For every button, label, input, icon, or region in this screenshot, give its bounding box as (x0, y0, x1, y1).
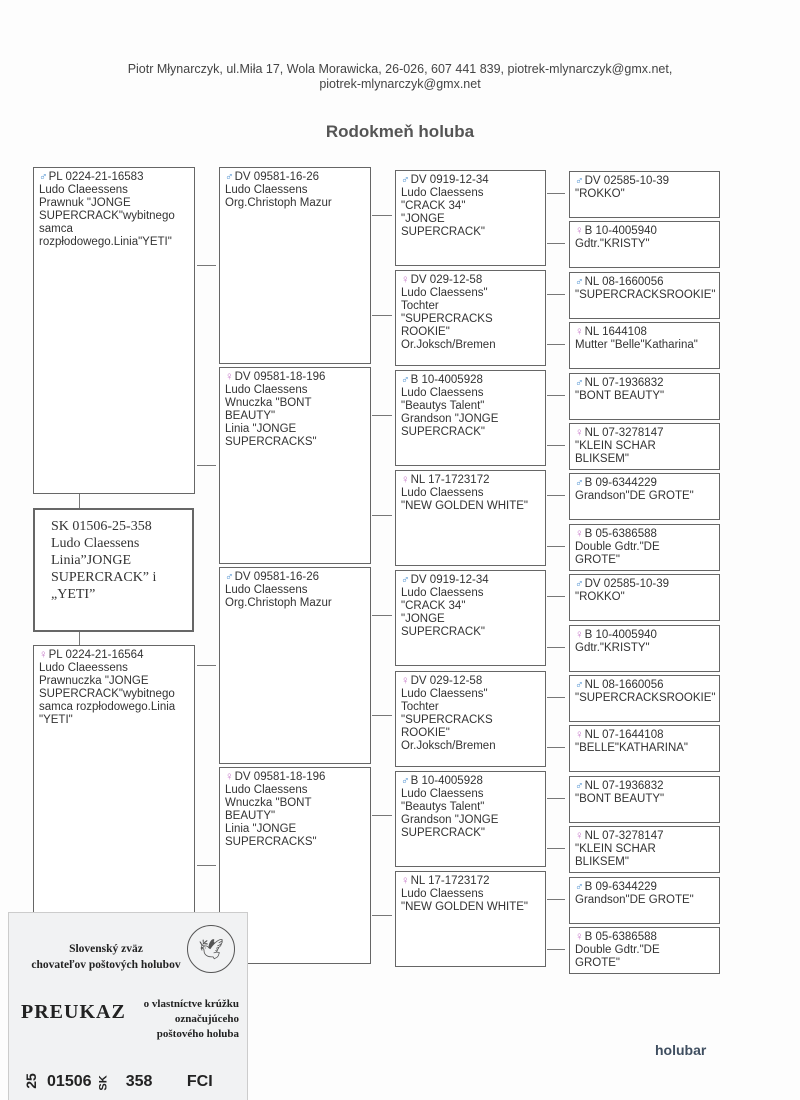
ring-number: DV 029-12-58 (410, 274, 483, 287)
pigeon-details: Ludo Claessens" Tochter "SUPERCRACKS ROOKIE" Or.Joksch/Bremen (401, 287, 496, 352)
female-icon: ♀ (575, 931, 584, 943)
card-serial: 358 (125, 1073, 153, 1090)
pigeon-details: Ludo Claessens "NEW GOLDEN WHITE" (401, 487, 528, 513)
male-icon: ♂ (401, 774, 410, 787)
pigeon-details: Ludo Claessens "Beautys Talent" Grandson "JONGE SUPERCRACK" (401, 787, 499, 839)
card-ring-number: 01506 (47, 1073, 92, 1090)
great-grandparent-box (395, 671, 546, 767)
gg-grandparent-box (569, 877, 720, 924)
male-icon: ♂ (575, 175, 584, 187)
card-year: 25 (22, 1073, 39, 1089)
connector (547, 647, 565, 648)
ring-number: DV 0919-12-34 (410, 574, 489, 587)
gg-grandparent-box (569, 221, 720, 268)
gg-grandparent-box (569, 373, 720, 420)
ring-number: NL 07-1936832 (584, 376, 664, 389)
connector (547, 193, 565, 194)
pigeon-details: "BONT BEAUTY" (575, 792, 665, 805)
ring-number: NL 07-3278147 (584, 830, 664, 843)
gg-grandparent-box (569, 927, 720, 974)
gg-grandparent-box (569, 725, 720, 772)
pigeon-details: "SUPERCRACKSROOKIE" (575, 288, 716, 301)
connector (547, 798, 565, 799)
pigeon-details: Ludo Claessens Wnuczka "BONT BEAUTY" Linia "JONGE SUPERCRACKS" (225, 384, 317, 448)
pigeon-details: Ludo Claessens Org.Christoph Mazur (225, 584, 332, 609)
card-country: SK (97, 1075, 110, 1091)
ring-number: DV 02585-10-39 (584, 578, 670, 591)
pigeon-details: "SUPERCRACKSROOKIE" (575, 692, 716, 704)
connector (197, 465, 216, 466)
gg-grandparent-box (569, 675, 720, 722)
pigeon-details: Ludo Claessens "CRACK 34" "JONGE SUPERCRACK" (401, 187, 485, 238)
male-icon: ♂ (401, 574, 410, 587)
ring-number: NL 17-1723172 (410, 874, 490, 887)
great-grandparent-box (395, 370, 546, 466)
female-icon: ♀ (401, 874, 410, 887)
female-icon: ♀ (575, 527, 584, 540)
pigeon-details: "ROKKO" (575, 591, 625, 604)
male-icon: ♂ (225, 171, 234, 183)
connector (547, 899, 565, 900)
gg-grandparent-box (569, 625, 720, 672)
great-grandparent-box (395, 170, 546, 266)
great-grandparent-box (395, 570, 546, 666)
ring-number: B 09-6344229 (584, 880, 657, 893)
grandparent-box (219, 167, 371, 364)
gg-grandparent-box (569, 524, 720, 571)
pigeon-details: Ludo Claessens" Tochter "SUPERCRACKS ROOKIE" Or.Joksch/Bremen (401, 687, 496, 752)
female-icon: ♀ (401, 474, 410, 487)
ring-number: PL 0224-21-16583 (48, 171, 144, 183)
ring-number: DV 0919-12-34 (410, 174, 489, 186)
ring-number: B 09-6344229 (584, 477, 657, 490)
female-icon: ♀ (225, 371, 234, 383)
female-icon: ♀ (575, 628, 584, 641)
gg-grandparent-box (569, 574, 720, 621)
male-icon: ♂ (575, 679, 584, 691)
connector (372, 415, 392, 416)
female-icon: ♀ (575, 225, 584, 238)
pigeon-details: Grandson"DE GROTE" (575, 893, 694, 906)
connector (547, 294, 565, 295)
connector (547, 495, 565, 496)
great-grandparent-box (395, 771, 546, 867)
card-fci: FCI (186, 1073, 213, 1090)
connector (372, 315, 392, 316)
connector (197, 665, 216, 666)
ring-number: DV 09581-18-196 (234, 371, 326, 383)
female-icon: ♀ (575, 830, 584, 843)
female-icon: ♀ (575, 326, 584, 339)
connector (547, 445, 565, 446)
ring-number: B 05-6386588 (584, 527, 657, 540)
pigeon-details: "BONT BEAUTY" (575, 389, 665, 402)
connector (547, 344, 565, 345)
ring-number: NL 08-1660056 (584, 679, 664, 691)
ring-number: B 10-4005940 (584, 628, 657, 641)
connector (197, 265, 216, 266)
ring-number: B 10-4005928 (410, 774, 483, 787)
grandparent-box (219, 367, 371, 564)
subject-text: Ludo Claessens Linia”JONGE SUPERCRACK” i „YETI” (51, 536, 157, 602)
pigeon-details: Double Gdtr."DE GROTE" (575, 540, 660, 566)
male-icon: ♂ (575, 880, 584, 893)
female-icon: ♀ (401, 274, 410, 287)
owner-contact-line1: Piotr Młynarczyk, ul.Miła 17, Wola Morawicka, 26-026, 607 441 839, piotrek-mlynarczyk@gmx.net, (127, 62, 673, 76)
gg-grandparent-box (569, 322, 720, 369)
ring-number: DV 09581-16-26 (234, 571, 320, 583)
pigeon-details: "ROKKO" (575, 188, 625, 200)
male-icon: ♂ (401, 174, 410, 186)
pigeon-details: Ludo Claeessens Prawnuk "JONGE SUPERCRACK"wybitnego samca rozpłodowego.Linia"YETI" (39, 184, 175, 248)
ring-number: NL 08-1660056 (584, 275, 664, 288)
connector (372, 615, 392, 616)
ring-number: NL 1644108 (584, 326, 647, 339)
pigeon-details: Ludo Claessens Wnuczka "BONT BEAUTY" Linia "JONGE SUPERCRACKS" (225, 784, 317, 848)
great-grandparent-box (395, 270, 546, 366)
connector (547, 697, 565, 698)
dove-seal-icon: 🕊 (187, 925, 235, 973)
card-organization: Slovenský zväz chovateľov poštových holubov (31, 943, 181, 971)
female-icon: ♀ (225, 771, 234, 783)
connector (372, 715, 392, 716)
connector (547, 243, 565, 244)
great-grandparent-box (395, 871, 546, 967)
ring-number: NL 17-1723172 (410, 474, 490, 487)
ring-number: NL 07-1936832 (584, 779, 664, 792)
pigeon-details: Ludo Claessens Org.Christoph Mazur (225, 184, 332, 209)
connector (197, 865, 216, 866)
pigeon-details: "KLEIN SCHAR BLIKSEM" (575, 843, 656, 869)
gg-grandparent-box (569, 776, 720, 823)
page-title: Rodokmeň holuba (325, 122, 475, 141)
male-icon: ♂ (575, 275, 584, 288)
male-icon: ♂ (575, 376, 584, 389)
connector (79, 494, 80, 508)
male-icon: ♂ (39, 171, 48, 183)
male-icon: ♂ (575, 477, 584, 490)
connector (547, 949, 565, 950)
pigeon-details: "BELLE"KATHARINA" (575, 742, 689, 755)
ownership-card (8, 912, 248, 1100)
ring-number: B 10-4005940 (584, 225, 657, 238)
connector (372, 815, 392, 816)
pigeon-details: "KLEIN SCHAR BLIKSEM" (575, 440, 656, 465)
sire-box (33, 167, 195, 494)
female-icon: ♀ (575, 427, 584, 439)
grandparent-box (219, 567, 371, 764)
connector (79, 632, 80, 645)
ring-number: DV 09581-16-26 (234, 171, 320, 183)
ring-number: DV 09581-18-196 (234, 771, 326, 783)
gg-grandparent-box (569, 171, 720, 218)
connector (547, 848, 565, 849)
pigeon-details: Ludo Claessens "NEW GOLDEN WHITE" (401, 887, 528, 913)
ring-number: NL 07-3278147 (584, 427, 664, 439)
ring-number: B 10-4005928 (410, 374, 483, 387)
pigeon-details: Ludo Claessens "CRACK 34" "JONGE SUPERCRACK" (401, 587, 485, 639)
connector (547, 395, 565, 396)
great-grandparent-box (395, 470, 546, 566)
pigeon-details: Double Gdtr."DE GROTE" (575, 944, 660, 969)
pigeon-details: Gdtr."KRISTY" (575, 641, 650, 654)
watermark: holubar (655, 1042, 707, 1058)
pigeon-details: Mutter "Belle"Katharina" (575, 339, 698, 352)
card-title: PREUKAZ (21, 1001, 126, 1023)
pigeon-details: Gdtr."KRISTY" (575, 238, 650, 251)
ring-number: NL 07-1644108 (584, 729, 664, 742)
pigeon-details: Ludo Claessens "Beautys Talent" Grandson "JONGE SUPERCRACK" (401, 387, 499, 439)
male-icon: ♂ (575, 578, 584, 591)
connector (547, 546, 565, 547)
pigeon-details: Grandson"DE GROTE" (575, 490, 694, 503)
male-icon: ♂ (575, 779, 584, 792)
card-number (23, 1073, 213, 1091)
female-icon: ♀ (575, 729, 584, 742)
female-icon: ♀ (39, 649, 48, 661)
subject-pigeon-box (33, 508, 194, 632)
ring-number: PL 0224-21-16564 (48, 649, 144, 661)
ring-number: DV 02585-10-39 (584, 175, 670, 187)
connector (547, 747, 565, 748)
gg-grandparent-box (569, 423, 720, 470)
gg-grandparent-box (569, 826, 720, 873)
connector (547, 596, 565, 597)
pigeon-details: Ludo Claeessens Prawnuczka "JONGE SUPERCRACK"wybitnego samca rozpłodowego.Linia "YETI" (39, 662, 176, 726)
male-icon: ♂ (401, 374, 410, 387)
female-icon: ♀ (401, 674, 410, 687)
ring-number: B 05-6386588 (584, 931, 657, 943)
gg-grandparent-box (569, 272, 720, 319)
ring-number: DV 029-12-58 (410, 674, 483, 687)
owner-contact-line2: piotrek-mlynarczyk@gmx.net (319, 77, 481, 91)
subject-ring: SK 01506-25-358 (51, 519, 152, 534)
connector (372, 215, 392, 216)
male-icon: ♂ (225, 571, 234, 583)
gg-grandparent-box (569, 473, 720, 520)
connector (372, 515, 392, 516)
connector (372, 915, 392, 916)
card-description: o vlastníctve krúžku označujúceho poštového holuba (143, 998, 239, 1040)
